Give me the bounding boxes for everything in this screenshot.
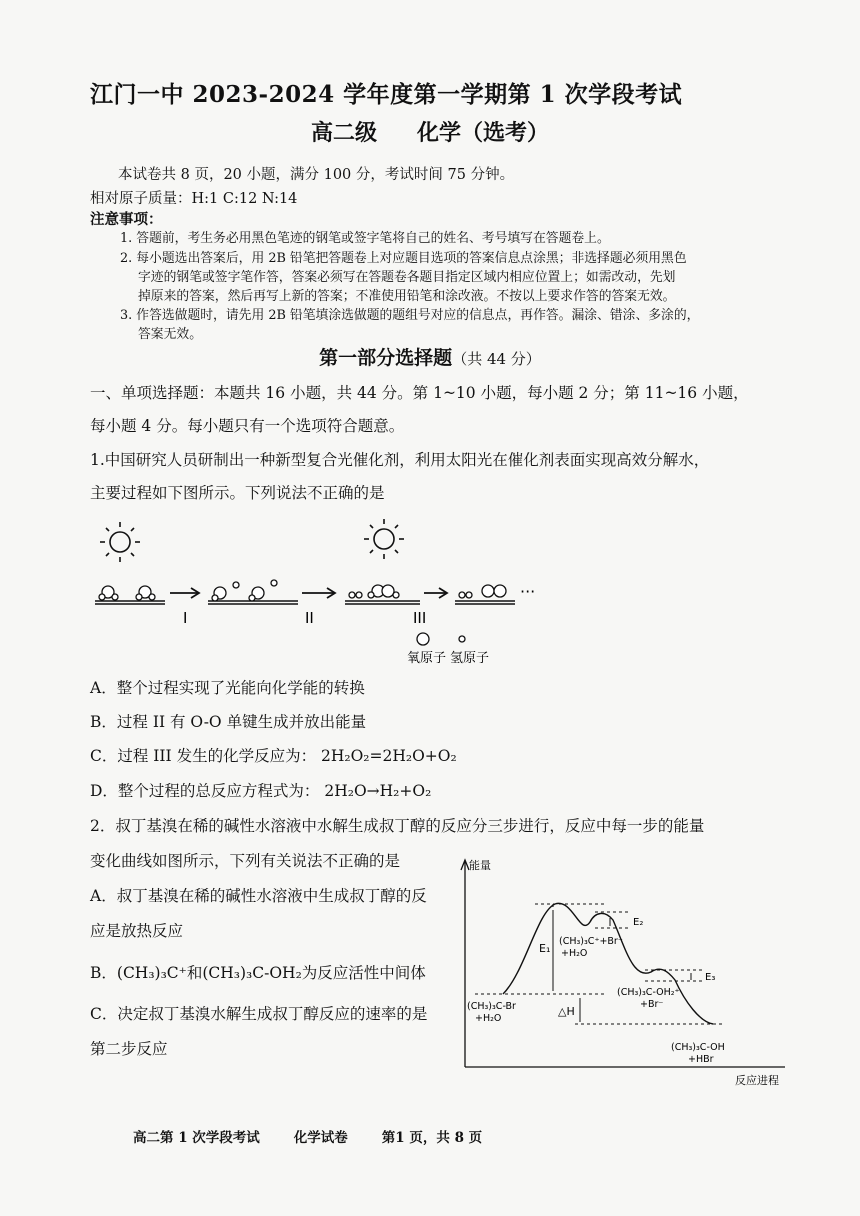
q1-stem: 主要过程如下图所示。下列说法不正确的是	[90, 484, 385, 502]
intermediate-molecules	[349, 585, 506, 598]
legend-hydrogen: 氢原子	[450, 651, 490, 666]
e2-label: E₂	[633, 917, 644, 928]
exam-subtitle	[0, 116, 860, 147]
note-line: 掉原来的答案，然后再写上新的答案；不准使用铅笔和涂改液。不按以上要求作答的答案无效。	[138, 289, 676, 304]
section-title-text: 第一部分选择题	[319, 347, 453, 369]
q1-stem: 1.中国研究人员研制出一种新型复合光催化剂，利用太阳光在催化剂表面实现高效分解水，	[90, 451, 710, 469]
q2-option-a: 应是放热反应	[90, 922, 184, 940]
q1-option-c: C．过程 III 发生的化学反应为： 2H₂O₂=2H₂O+O₂	[90, 747, 457, 765]
q2-option-b: B．(CH₃)₃C⁺和(CH₃)₃C-OH₂为反应活性中间体	[90, 964, 426, 982]
atomic-mass: 相对原子质量：H:1 C:12 N:14	[90, 191, 298, 207]
q1-option-d: D．整个过程的总反应方程式为： 2H₂O→H₂+O₂	[90, 782, 432, 800]
energy-profile-diagram	[455, 852, 790, 1087]
stage-label-2: II	[305, 609, 314, 627]
ellipsis: ···	[520, 582, 536, 601]
species-oxonium: (CH₃)₃C-OH₂	[202, 964, 302, 982]
footer-page: 第1 页，共 8 页	[381, 1130, 483, 1146]
process-arrow	[170, 588, 447, 598]
reactant-label: +H₂O	[475, 1013, 502, 1024]
exam-title: 江门一中 2023-2024 学年度第一学期第 1 次学段考试	[90, 81, 683, 108]
intermediate-molecules	[212, 580, 277, 601]
exam-info: 本试卷共 8 页，20 小题，满分 100 分，考试时间 75 分钟。	[118, 167, 515, 183]
subject-label: 化学（选考）	[417, 120, 550, 146]
intermediate1-label: +H₂O	[561, 948, 588, 959]
sun-icon	[100, 522, 140, 562]
product-label: +HBr	[688, 1054, 714, 1065]
intermediate2-label: (CH₃)₃C-OH₂⁺	[617, 987, 680, 998]
instruction-line: 一、单项选择题：本题共 16 小题，共 44 分。第 1~10 小题，每小题 2 分；第 11~16 小题，	[90, 384, 749, 402]
e1-label: E₁	[539, 942, 551, 955]
q2-option-a: A．叔丁基溴在稀的碱性水溶液中生成叔丁醇的反	[90, 887, 427, 905]
axes	[461, 860, 785, 1067]
q2-stem: 变化曲线如图所示，下列有关说法不正确的是	[90, 852, 401, 870]
catalyst-surface	[95, 601, 515, 604]
e3-label: E₃	[705, 972, 716, 983]
q2-option-c: C．决定叔丁基溴水解生成叔丁醇反应的速率的是	[90, 1005, 428, 1023]
product-label: (CH₃)₃C-OH	[671, 1042, 725, 1053]
section-score: （共 44 分）	[452, 350, 541, 368]
water-splitting-figure	[90, 515, 550, 670]
legend-oxygen: 氧原子	[407, 651, 447, 666]
delta-h-label: △H	[558, 1005, 575, 1018]
note-line: 2. 每小题选出答案后，用 2B 铅笔把答题卷上对应题目选项的答案信息点涂黑；非选择题必须用黑色	[120, 251, 687, 266]
note-line: 答案无效。	[138, 327, 202, 342]
y-axis-label: 能量	[469, 859, 491, 872]
intermediate2-label: +Br⁻	[640, 999, 664, 1010]
energy-curve	[503, 903, 716, 1024]
x-axis-label: 反应进程	[735, 1074, 779, 1087]
footer-paper: 化学试卷	[293, 1130, 348, 1146]
species-carbocation: (CH₃)₃C⁺	[116, 964, 187, 982]
note-line: 字迹的钢笔或签字笔作答，答案必须写在答题卷各题目指定区域内相应位置上；如需改动，先划	[138, 270, 676, 285]
page-footer	[133, 1126, 516, 1146]
section-title	[0, 343, 860, 370]
water-molecules	[99, 586, 155, 600]
q1-option-b: B．过程 II 有 O-O 单键生成并放出能量	[90, 713, 367, 731]
note-line: 1. 答题前，考生务必用黑色笔迹的钢笔或签字笔将自己的姓名、考号填写在答题卷上。	[120, 231, 610, 246]
stage-label-1: I	[183, 609, 188, 627]
q2-option-c: 第二步反应	[90, 1040, 168, 1058]
reactant-label: (CH₃)₃C-Br	[467, 1001, 516, 1012]
footer-exam: 高二第 1 次学段考试	[133, 1130, 260, 1146]
sun-icon	[364, 519, 404, 559]
grade-label: 高二级	[310, 120, 377, 146]
legend-atoms	[417, 633, 465, 645]
q2-stem: 2．叔丁基溴在稀的碱性水溶液中水解生成叔丁醇的反应分三步进行，反应中每一步的能量	[90, 817, 705, 835]
intermediate1-label: (CH₃)₃C⁺+Br⁻	[559, 936, 623, 947]
note-line: 3. 作答选做题时，请先用 2B 铅笔填涂选做题的题组号对应的信息点，再作答。漏涂、错涂、多涂的，	[120, 308, 700, 323]
notes-title: 注意事项：	[90, 211, 163, 228]
stage-label-3: III	[413, 609, 427, 627]
q1-option-a: A．整个过程实现了光能向化学能的转换	[90, 679, 365, 697]
instruction-line: 每小题 4 分。每小题只有一个选项符合题意。	[90, 417, 405, 435]
